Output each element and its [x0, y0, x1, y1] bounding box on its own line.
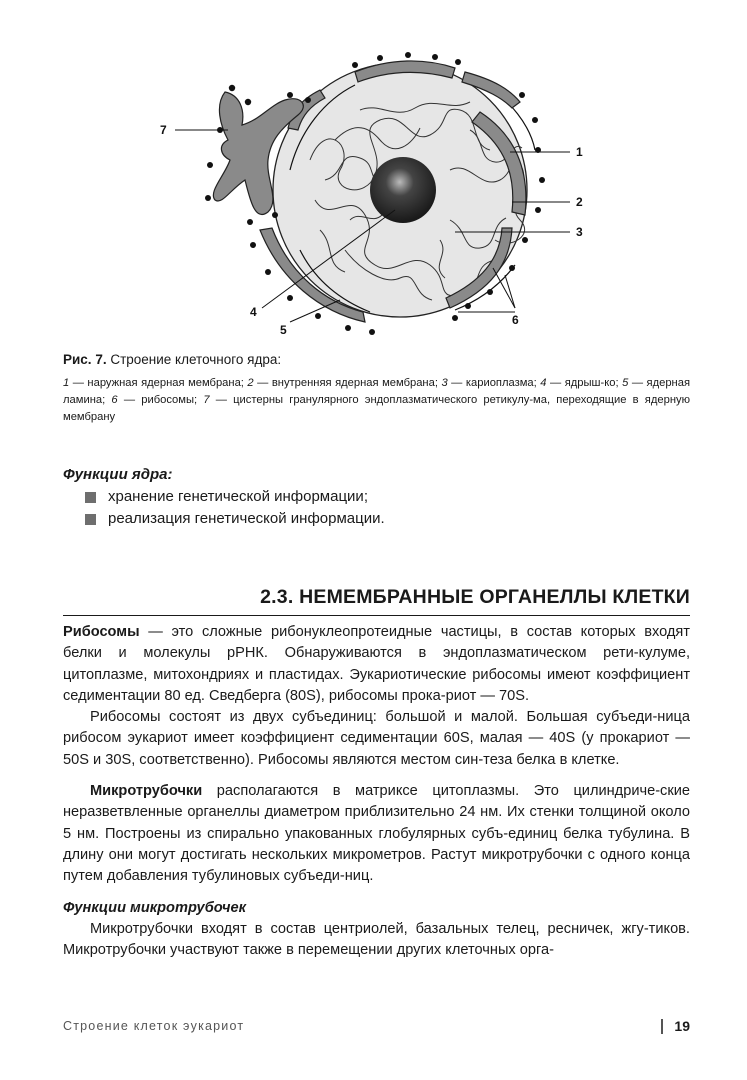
legend-text: — кариоплазма; — [447, 377, 541, 389]
legend-num: 3 — [441, 377, 448, 389]
legend-text: — наружная ядерная мембрана; — [69, 377, 248, 389]
label-1: 1 — [576, 145, 583, 159]
legend-num: 6 — [111, 394, 118, 406]
label-3: 3 — [576, 225, 583, 239]
legend-text: — ядрыш-ко; — [546, 377, 623, 389]
microtubules-paragraph-2: Микротрубочки входят в состав центриолей, базальных телец, ресничек, жгу-тиков. Микротрубочки участвуют также в перемещении других клеточных орга- — [63, 920, 690, 959]
legend-text: — ядерная ламина; — [63, 377, 691, 406]
label-5: 5 — [280, 323, 287, 337]
figure-caption — [63, 352, 690, 426]
section-header — [63, 586, 690, 616]
microtubules-paragraph-1 — [63, 781, 690, 887]
microtubules-p1-text: располагаются в матриксе цитоплазмы. Это цилиндриче-ские неразветвленные органеллы диаметром приблизительно 24 нм. Их стенки толщиной около 5 нм. Построены из спирально упакованных глобулярных субъ-единиц белка тубулина. В длину они могут достигать нескольких микрометров. Растут микротрубочки с одного конца путем добавления тубулиновых субъеди-ниц. — [63, 783, 690, 885]
legend-num: 1 — [63, 377, 70, 389]
ribosomes-paragraph-2: Рибосомы состоят из двух субъединиц: большой и малой. Большая субъеди-ница рибосом эукариот имеет коэффициент седиментации 60S, малая — 40S (у прокариот — 50S и 30S, соответственно). Рибосомы являются местом син-теза белка в клетке. — [63, 709, 690, 768]
list-item — [63, 508, 690, 530]
ribosomes-term: Рибосомы — [63, 624, 140, 640]
label-6: 6 — [512, 313, 519, 327]
microtubules-functions-heading: Функции микротрубочек — [63, 899, 247, 916]
nucleolus — [370, 157, 436, 223]
square-bullet-icon — [85, 514, 96, 525]
legend-num: 5 — [622, 377, 629, 389]
label-7: 7 — [160, 123, 167, 137]
legend-num: 4 — [540, 377, 547, 389]
list-item-text: реализация генетической информации. — [108, 510, 385, 527]
ribosomes-paragraph-1 — [63, 622, 690, 707]
caption-legend — [63, 375, 690, 426]
nucleus-functions-heading: Функции ядра: — [63, 466, 173, 483]
caption-title-text: Строение клеточного ядра: — [106, 352, 282, 367]
microtubules-term: Микротрубочки — [90, 783, 203, 800]
label-4: 4 — [250, 305, 257, 319]
legend-text: — внутренняя ядерная мембрана; — [253, 377, 442, 389]
running-footer: Строение клеток эукариот — [63, 1019, 245, 1033]
footer-divider — [661, 1019, 663, 1034]
nucleus-functions — [63, 466, 690, 530]
label-2: 2 — [576, 195, 583, 209]
caption-title — [63, 352, 690, 367]
page-number: 19 — [674, 1018, 690, 1034]
nucleus-figure — [150, 50, 610, 350]
square-bullet-icon — [85, 492, 96, 503]
legend-text: — цистерны гранулярного эндоплазматического ретикулу-ма, переходящие в ядерную мембрану — [63, 394, 690, 423]
list-item — [63, 486, 690, 508]
nucleus-functions-list — [63, 486, 690, 530]
section-title: 2.3. НЕМЕМБРАННЫЕ ОРГАНЕЛЛЫ КЛЕТКИ — [63, 586, 690, 616]
page-footer — [63, 1016, 690, 1038]
body-text — [63, 622, 690, 961]
nucleus-diagram — [150, 50, 610, 350]
caption-prefix: Рис. 7. — [63, 352, 107, 367]
ribosomes-p1-text: — это сложные рибонуклеопротеидные частицы, в состав которых входят белки и молекулы рРНК. Обнаруживаются в эндоплазматическом рети-кулуме, цитоплазме, митохондриях и пластидах. Эукариотические рибосомы имеют коэффициент седиментации 80 ед. Сведберга (80S), рибосомы прока-риот — 70S. — [63, 624, 690, 704]
legend-text: — рибосомы; — [117, 394, 204, 406]
legend-num: 7 — [203, 394, 210, 406]
legend-num: 2 — [247, 377, 254, 389]
list-item-text: хранение генетической информации; — [108, 488, 368, 505]
